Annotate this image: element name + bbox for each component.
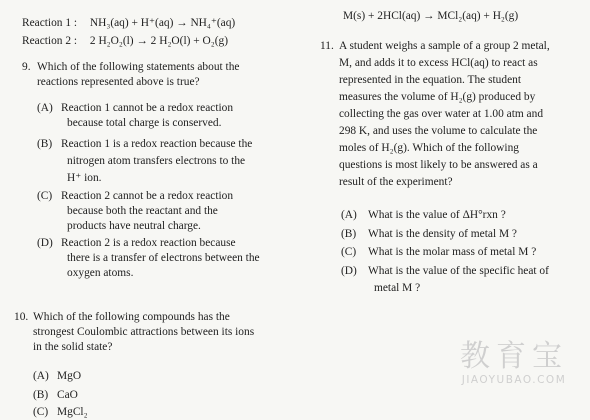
watermark-logo [460,340,568,386]
option-text: MgCl₂ [57,406,88,418]
option-text-line: because both the reactant and the [67,205,218,217]
question-11-stem-line-3: represented in the equation. The student [339,74,521,86]
option-text-line: products have neutral charge. [67,220,201,232]
option-text: CaO [57,389,78,401]
question-11-stem-line-9: result of the experiment? [339,176,453,188]
option-text-line: there is a transfer of electrons between the [67,252,260,264]
option-label: (B) [33,389,49,401]
option-text-line: What is the molar mass of metal M ? [368,246,537,258]
option-label: (A) [37,102,53,114]
option-text-line: Reaction 2 is a redox reaction because [61,237,236,249]
question-11-number: 11. [320,40,334,52]
option-text-line: What is the value of ΔH°rxn ? [368,209,506,221]
option-label: (B) [341,228,357,240]
option-label: (B) [37,138,53,150]
option-text-line: H⁺ ion. [67,172,102,184]
option-text-line: Reaction 2 cannot be a redox reaction [61,190,234,202]
question-11-stem-line-6: 298 K, and uses the volume to calculate the [339,125,538,137]
option-label: (C) [37,190,53,202]
reaction-1-equation: NH₃(aq) + H⁺(aq) → NH₄⁺(aq) [89,17,236,29]
question-11-stem-line-4: measures the volume of H₂(g) produced by [339,91,536,103]
question-11-equation: M(s) + 2HCl(aq) → MCl₂(aq) + H₂(g) [343,10,519,22]
option-text: MgO [57,370,82,382]
reaction-2-equation: 2 H₂O₂(l) → 2 H₂O(l) + O₂(g) [89,35,228,47]
option-label: (A) [33,370,49,382]
reaction-1-label: Reaction 1 : [22,17,78,29]
question-11-stem-line-1: A student weighs a sample of a group 2 metal, [339,40,550,52]
reaction-2-label: Reaction 2 : [22,35,78,47]
question-10-stem-line-1: Which of the following compounds has the [33,311,230,323]
option-text-line: What is the density of metal M ? [368,228,517,240]
option-label: (D) [37,237,53,249]
question-9-stem-line-2: reactions represented above is true? [37,76,200,88]
question-9-stem-line-1: Which of the following statements about the [37,61,240,73]
option-label: (C) [33,406,49,418]
question-11-stem-line-5: collecting the gas over water at 1.00 atm and [339,108,544,120]
question-9-number: 9. [22,61,31,73]
option-text-line: Reaction 1 is a redox reaction because the [61,138,253,150]
option-text-line: because total charge is conserved. [67,117,222,129]
question-11-stem-line-7: moles of H₂(g). Which of the following [339,142,519,154]
question-11-stem-line-2: M, and adds it to excess HCl(aq) to react as [339,57,538,69]
option-label: (C) [341,246,357,258]
option-text-line: What is the value of the specific heat of [368,265,549,277]
watermark-url: JIAOYUBAO.COM [461,374,567,386]
question-11-stem-line-8: questions is most likely to be answered as a [339,159,538,171]
reaction-1 [22,16,235,31]
question-10-stem-line-2: strongest Coulombic attractions between its ions [33,326,255,338]
question-10-stem-line-3: in the solid state? [33,341,113,353]
option-label: (D) [341,265,357,277]
option-text-line: metal M ? [374,282,421,294]
option-text-line: Reaction 1 cannot be a redox reaction [61,102,234,114]
watermark-cn: 教育宝 [460,339,568,374]
option-text-line: nitrogen atom transfers electrons to the [67,155,246,167]
option-label: (A) [341,209,357,221]
reaction-2 [22,34,228,49]
question-10-number: 10. [14,311,29,323]
option-text-line: oxygen atoms. [67,267,134,279]
